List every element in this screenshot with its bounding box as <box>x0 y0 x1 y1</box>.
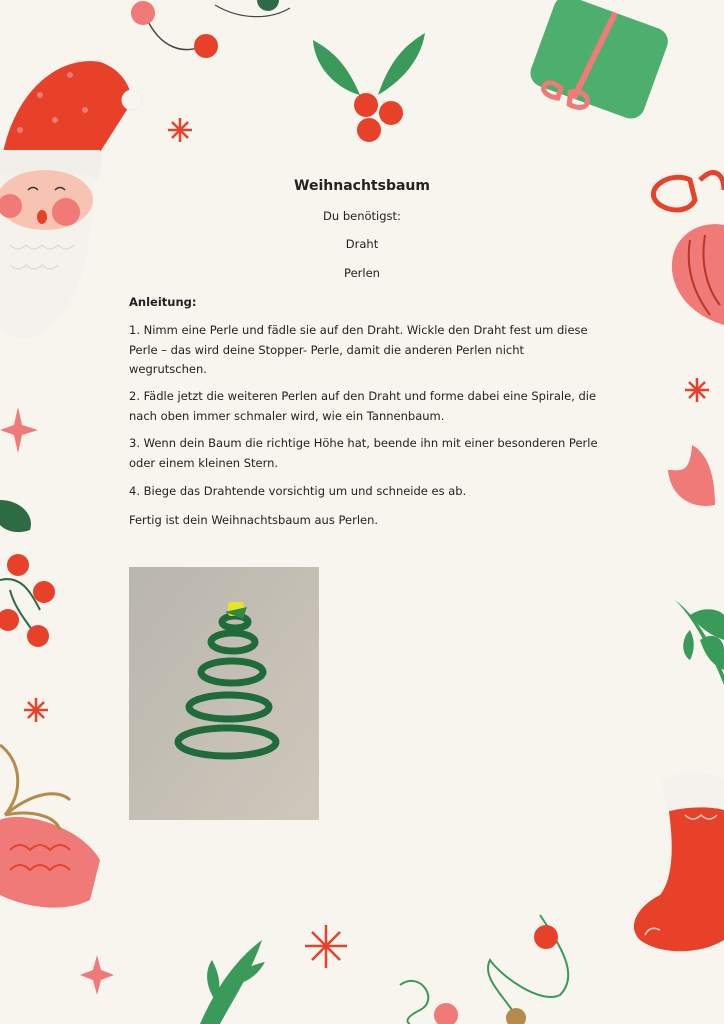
instruction-step: 1. Nimm eine Perle und fädle sie auf den Draht. Wickle den Draht fest um diese Perle – das wird deine Stopper- Perle, damit die anderen Perlen nicht wegrutschen. <box>129 323 588 376</box>
instruction-step: 3. Wenn dein Baum die richtige Höhe hat, beende ihn mit einer besonderen Perle oder einem kleinen Stern. <box>129 436 598 470</box>
instruction-step: 4. Biege das Drahtende vorsichtig um und schneide es ab. <box>129 484 467 498</box>
page-title: Weihnachtsbaum <box>294 178 430 194</box>
material-item: Draht <box>345 237 379 251</box>
wire-tree-photo <box>129 567 319 820</box>
closing-text: Fertig ist dein Weihnachtsbaum aus Perlen. <box>129 513 379 527</box>
instruction-step: 2. Fädle jetzt die weiteren Perlen auf den Draht und forme dabei eine Spirale, die nach oben immer schmaler wird, wie ein Tannenbaum. <box>129 389 597 423</box>
instructions-heading: Anleitung: <box>129 295 197 309</box>
materials-heading: Du benötigst: <box>323 209 401 223</box>
material-item: Perlen <box>344 266 380 280</box>
